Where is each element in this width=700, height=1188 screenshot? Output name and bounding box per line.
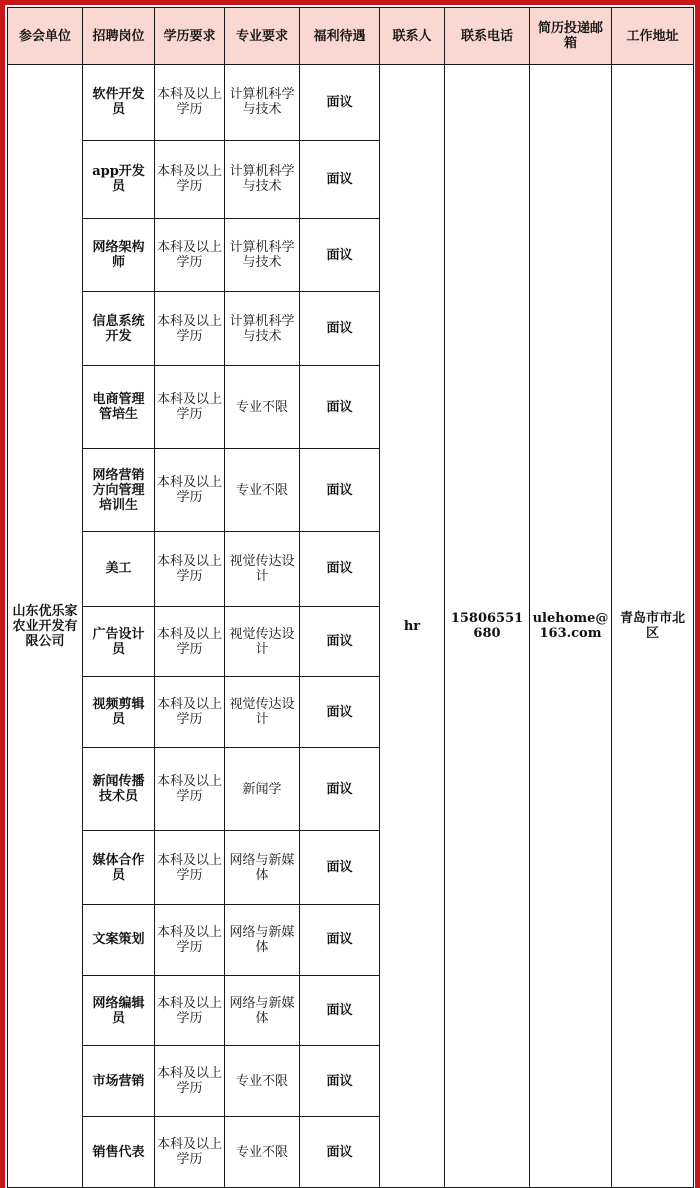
job-benefits: 面议 bbox=[300, 1117, 380, 1188]
job-position: 网络营销方向管理培训生 bbox=[83, 449, 155, 532]
job-position: 销售代表 bbox=[83, 1117, 155, 1188]
job-major: 视觉传达设计 bbox=[225, 531, 300, 606]
job-major: 计算机科学与技术 bbox=[225, 218, 300, 292]
job-education: 本科及以上学历 bbox=[155, 1117, 225, 1188]
header-phone: 联系电话 bbox=[445, 8, 530, 65]
header-major: 专业要求 bbox=[225, 8, 300, 65]
header-email: 简历投递邮箱 bbox=[530, 8, 612, 65]
job-position: 新闻传播技术员 bbox=[83, 748, 155, 831]
job-education: 本科及以上学历 bbox=[155, 606, 225, 677]
job-position: 信息系统开发 bbox=[83, 292, 155, 366]
job-education: 本科及以上学历 bbox=[155, 1046, 225, 1117]
header-unit: 参会单位 bbox=[8, 8, 83, 65]
contact-person: hr bbox=[380, 65, 445, 1188]
job-benefits: 面议 bbox=[300, 748, 380, 831]
job-benefits: 面议 bbox=[300, 292, 380, 366]
job-education: 本科及以上学历 bbox=[155, 677, 225, 748]
job-major: 新闻学 bbox=[225, 748, 300, 831]
job-position: 广告设计员 bbox=[83, 606, 155, 677]
job-benefits: 面议 bbox=[300, 677, 380, 748]
header-education: 学历要求 bbox=[155, 8, 225, 65]
table-row bbox=[8, 65, 694, 141]
job-major: 计算机科学与技术 bbox=[225, 65, 300, 141]
job-position: 网络编辑员 bbox=[83, 975, 155, 1046]
job-education: 本科及以上学历 bbox=[155, 65, 225, 141]
job-position: 媒体合作员 bbox=[83, 831, 155, 905]
job-position: 网络架构师 bbox=[83, 218, 155, 292]
job-benefits: 面议 bbox=[300, 218, 380, 292]
job-education: 本科及以上学历 bbox=[155, 531, 225, 606]
resume-email: ulehome@163.com bbox=[530, 65, 612, 1188]
job-position: 文案策划 bbox=[83, 904, 155, 975]
header-contact: 联系人 bbox=[380, 8, 445, 65]
header-position: 招聘岗位 bbox=[83, 8, 155, 65]
job-major: 网络与新媒体 bbox=[225, 831, 300, 905]
job-position: 视频剪辑员 bbox=[83, 677, 155, 748]
job-benefits: 面议 bbox=[300, 449, 380, 532]
job-benefits: 面议 bbox=[300, 606, 380, 677]
job-major: 网络与新媒体 bbox=[225, 904, 300, 975]
job-position: 美工 bbox=[83, 531, 155, 606]
job-position: 软件开发员 bbox=[83, 65, 155, 141]
job-major: 网络与新媒体 bbox=[225, 975, 300, 1046]
job-major: 专业不限 bbox=[225, 366, 300, 449]
job-education: 本科及以上学历 bbox=[155, 218, 225, 292]
job-education: 本科及以上学历 bbox=[155, 831, 225, 905]
job-major: 专业不限 bbox=[225, 1117, 300, 1188]
job-position: 市场营销 bbox=[83, 1046, 155, 1117]
job-education: 本科及以上学历 bbox=[155, 292, 225, 366]
job-benefits: 面议 bbox=[300, 831, 380, 905]
job-benefits: 面议 bbox=[300, 366, 380, 449]
job-education: 本科及以上学历 bbox=[155, 904, 225, 975]
job-benefits: 面议 bbox=[300, 140, 380, 218]
job-benefits: 面议 bbox=[300, 65, 380, 141]
job-education: 本科及以上学历 bbox=[155, 140, 225, 218]
job-benefits: 面议 bbox=[300, 531, 380, 606]
header-address: 工作地址 bbox=[612, 8, 694, 65]
job-major: 视觉传达设计 bbox=[225, 606, 300, 677]
job-listing-table bbox=[7, 7, 694, 1188]
job-position: app开发员 bbox=[83, 140, 155, 218]
company-name: 山东优乐家农业开发有限公司 bbox=[8, 65, 83, 1188]
job-major: 视觉传达设计 bbox=[225, 677, 300, 748]
job-position: 电商管理管培生 bbox=[83, 366, 155, 449]
table-header-row bbox=[8, 8, 694, 65]
job-education: 本科及以上学历 bbox=[155, 366, 225, 449]
job-major: 专业不限 bbox=[225, 449, 300, 532]
work-address: 青岛市市北区 bbox=[612, 65, 694, 1188]
job-education: 本科及以上学历 bbox=[155, 449, 225, 532]
job-major: 计算机科学与技术 bbox=[225, 140, 300, 218]
job-rows bbox=[8, 65, 694, 1188]
contact-phone: 15806551680 bbox=[445, 65, 530, 1188]
job-education: 本科及以上学历 bbox=[155, 975, 225, 1046]
job-benefits: 面议 bbox=[300, 1046, 380, 1117]
job-benefits: 面议 bbox=[300, 904, 380, 975]
job-table-frame bbox=[5, 5, 695, 1188]
job-major: 专业不限 bbox=[225, 1046, 300, 1117]
header-benefits: 福利待遇 bbox=[300, 8, 380, 65]
job-major: 计算机科学与技术 bbox=[225, 292, 300, 366]
job-benefits: 面议 bbox=[300, 975, 380, 1046]
job-education: 本科及以上学历 bbox=[155, 748, 225, 831]
